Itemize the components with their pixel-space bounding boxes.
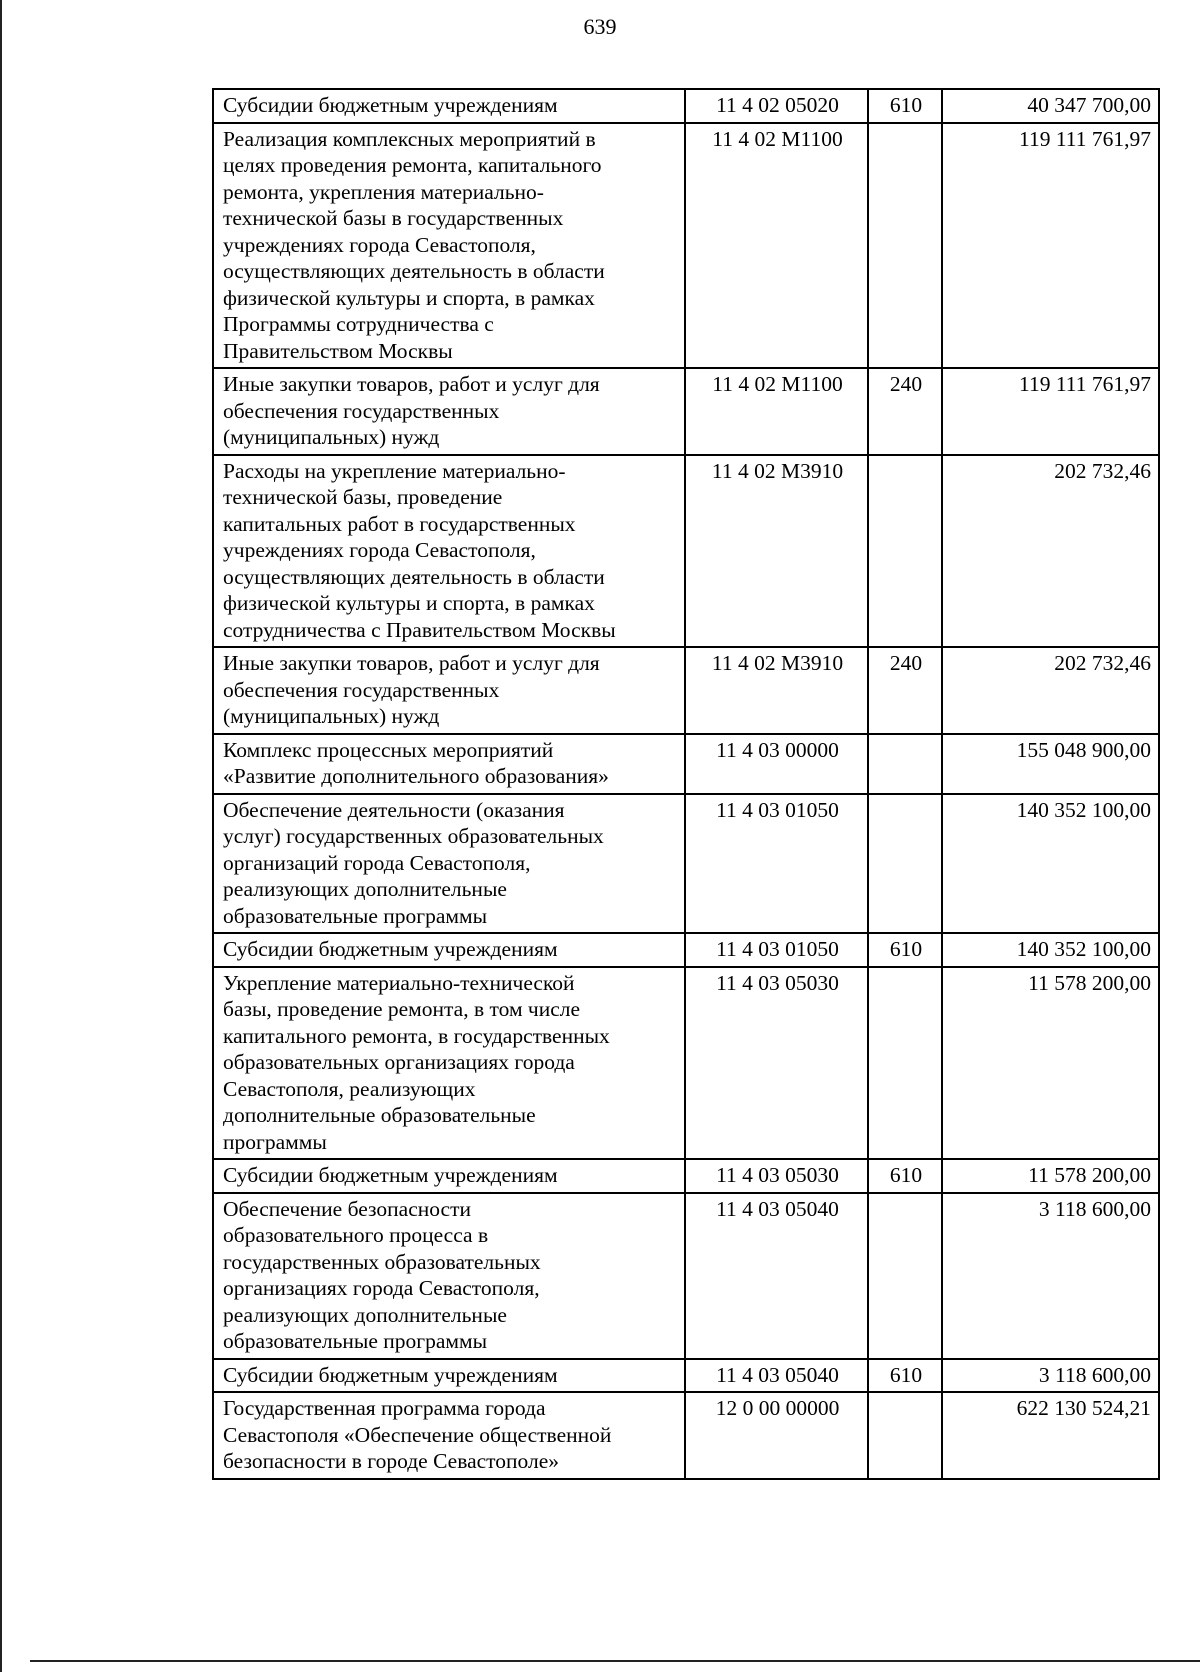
row-name-cell [213, 89, 685, 123]
row-expense-type: 610 [868, 1159, 942, 1193]
row-amount: 202 732,46 [942, 647, 1159, 734]
row-amount: 140 352 100,00 [942, 794, 1159, 934]
scan-edge-left [0, 0, 2, 1672]
row-amount: 40 347 700,00 [942, 89, 1159, 123]
row-name-cell [213, 1159, 685, 1193]
table-row [213, 368, 1159, 455]
table-row [213, 89, 1159, 123]
row-expense-type: 610 [868, 933, 942, 967]
row-code: 11 4 03 05030 [685, 1159, 868, 1193]
table-row [213, 1193, 1159, 1359]
row-code: 11 4 02 М1100 [685, 368, 868, 455]
scan-edge-bottom [30, 1660, 1200, 1662]
row-amount: 140 352 100,00 [942, 933, 1159, 967]
row-code: 11 4 03 05040 [685, 1193, 868, 1359]
table-row [213, 794, 1159, 934]
row-name: Укрепление материально-технической базы, проведение ремонта, в том числе капитального ремонта, в государственных образовательных организациях города Севастополя, реализующих дополнительные образовательные программы [223, 970, 610, 1154]
row-expense-type [868, 123, 942, 369]
row-code: 11 4 03 01050 [685, 794, 868, 934]
row-name-cell [213, 734, 685, 794]
table-row [213, 455, 1159, 648]
row-expense-type [868, 1392, 942, 1479]
row-name: Субсидии бюджетным учреждениям [223, 937, 558, 961]
row-name-cell [213, 1193, 685, 1359]
row-name: Субсидии бюджетным учреждениям [223, 1163, 558, 1187]
table-row [213, 123, 1159, 369]
row-name-cell [213, 967, 685, 1160]
row-code: 11 4 03 05030 [685, 967, 868, 1160]
row-name-cell [213, 933, 685, 967]
row-name-cell [213, 123, 685, 369]
row-name: Обеспечение безопасности образовательного процесса в государственных образовательных организациях города Севастополя, реализующих дополнительные образовательные программы [223, 1196, 541, 1353]
row-expense-type: 610 [868, 89, 942, 123]
table-row [213, 734, 1159, 794]
budget-table [212, 88, 1160, 1480]
row-expense-type [868, 734, 942, 794]
row-amount: 3 118 600,00 [942, 1193, 1159, 1359]
row-amount: 3 118 600,00 [942, 1359, 1159, 1393]
row-name: Комплекс процессных мероприятий «Развитие дополнительного образования» [223, 737, 609, 788]
row-amount: 119 111 761,97 [942, 123, 1159, 369]
row-name: Субсидии бюджетным учреждениям [223, 1362, 558, 1387]
row-name-cell [213, 794, 685, 934]
row-name: Иные закупки товаров, работ и услуг для обеспечения государственных (муниципальных) нужд [223, 372, 600, 449]
budget-table-body [213, 89, 1159, 1479]
row-amount: 11 578 200,00 [942, 1159, 1159, 1193]
row-code: 11 4 02 М1100 [685, 123, 868, 369]
row-name: Обеспечение деятельности (оказания услуг) государственных образовательных организаций города Севастополя, реализующих дополнительные образовательные программы [223, 797, 604, 928]
row-expense-type [868, 794, 942, 934]
table-row [213, 1392, 1159, 1479]
row-expense-type: 240 [868, 368, 942, 455]
row-name: Реализация комплексных мероприятий в целях проведения ремонта, капитального ремонта, укрепления материально- технической базы в государственных учреждениях города Севастополя, осуществляющих деятельность в области физической культуры и спорта, в рамках Программы сотрудничества с Правительством Москвы [223, 126, 605, 363]
table-row [213, 647, 1159, 734]
table-row [213, 933, 1159, 967]
row-expense-type: 610 [868, 1359, 942, 1393]
row-code: 12 0 00 00000 [685, 1392, 868, 1479]
row-code: 11 4 02 М3910 [685, 455, 868, 648]
row-expense-type [868, 967, 942, 1160]
row-name-cell [213, 1359, 685, 1393]
row-amount: 119 111 761,97 [942, 368, 1159, 455]
row-expense-type [868, 1193, 942, 1359]
row-code: 11 4 02 М3910 [685, 647, 868, 734]
row-name: Расходы на укрепление материально- технической базы, проведение капитальных работ в государственных учреждениях города Севастополя, осуществляющих деятельность в области физической культуры и спорта, в рамках сотрудничества с Правительством Москвы [223, 458, 616, 642]
row-amount: 622 130 524,21 [942, 1392, 1159, 1479]
row-name: Государственная программа города Севастополя «Обеспечение общественной безопасности в городе Севастополе» [223, 1396, 612, 1473]
table-row [213, 967, 1159, 1160]
page-number: 639 [583, 14, 617, 39]
row-name: Субсидии бюджетным учреждениям [223, 93, 558, 117]
row-amount: 202 732,46 [942, 455, 1159, 648]
row-name-cell [213, 1392, 685, 1479]
row-code: 11 4 03 05040 [685, 1359, 868, 1393]
row-expense-type: 240 [868, 647, 942, 734]
row-expense-type [868, 455, 942, 648]
row-amount: 155 048 900,00 [942, 734, 1159, 794]
row-name-cell [213, 647, 685, 734]
row-name: Иные закупки товаров, работ и услуг для обеспечения государственных (муниципальных) нужд [223, 651, 600, 728]
row-code: 11 4 03 00000 [685, 734, 868, 794]
row-amount: 11 578 200,00 [942, 967, 1159, 1160]
row-code: 11 4 03 01050 [685, 933, 868, 967]
row-name-cell [213, 368, 685, 455]
table-row [213, 1159, 1159, 1193]
row-name-cell [213, 455, 685, 648]
table-row [213, 1359, 1159, 1393]
row-code: 11 4 02 05020 [685, 89, 868, 123]
